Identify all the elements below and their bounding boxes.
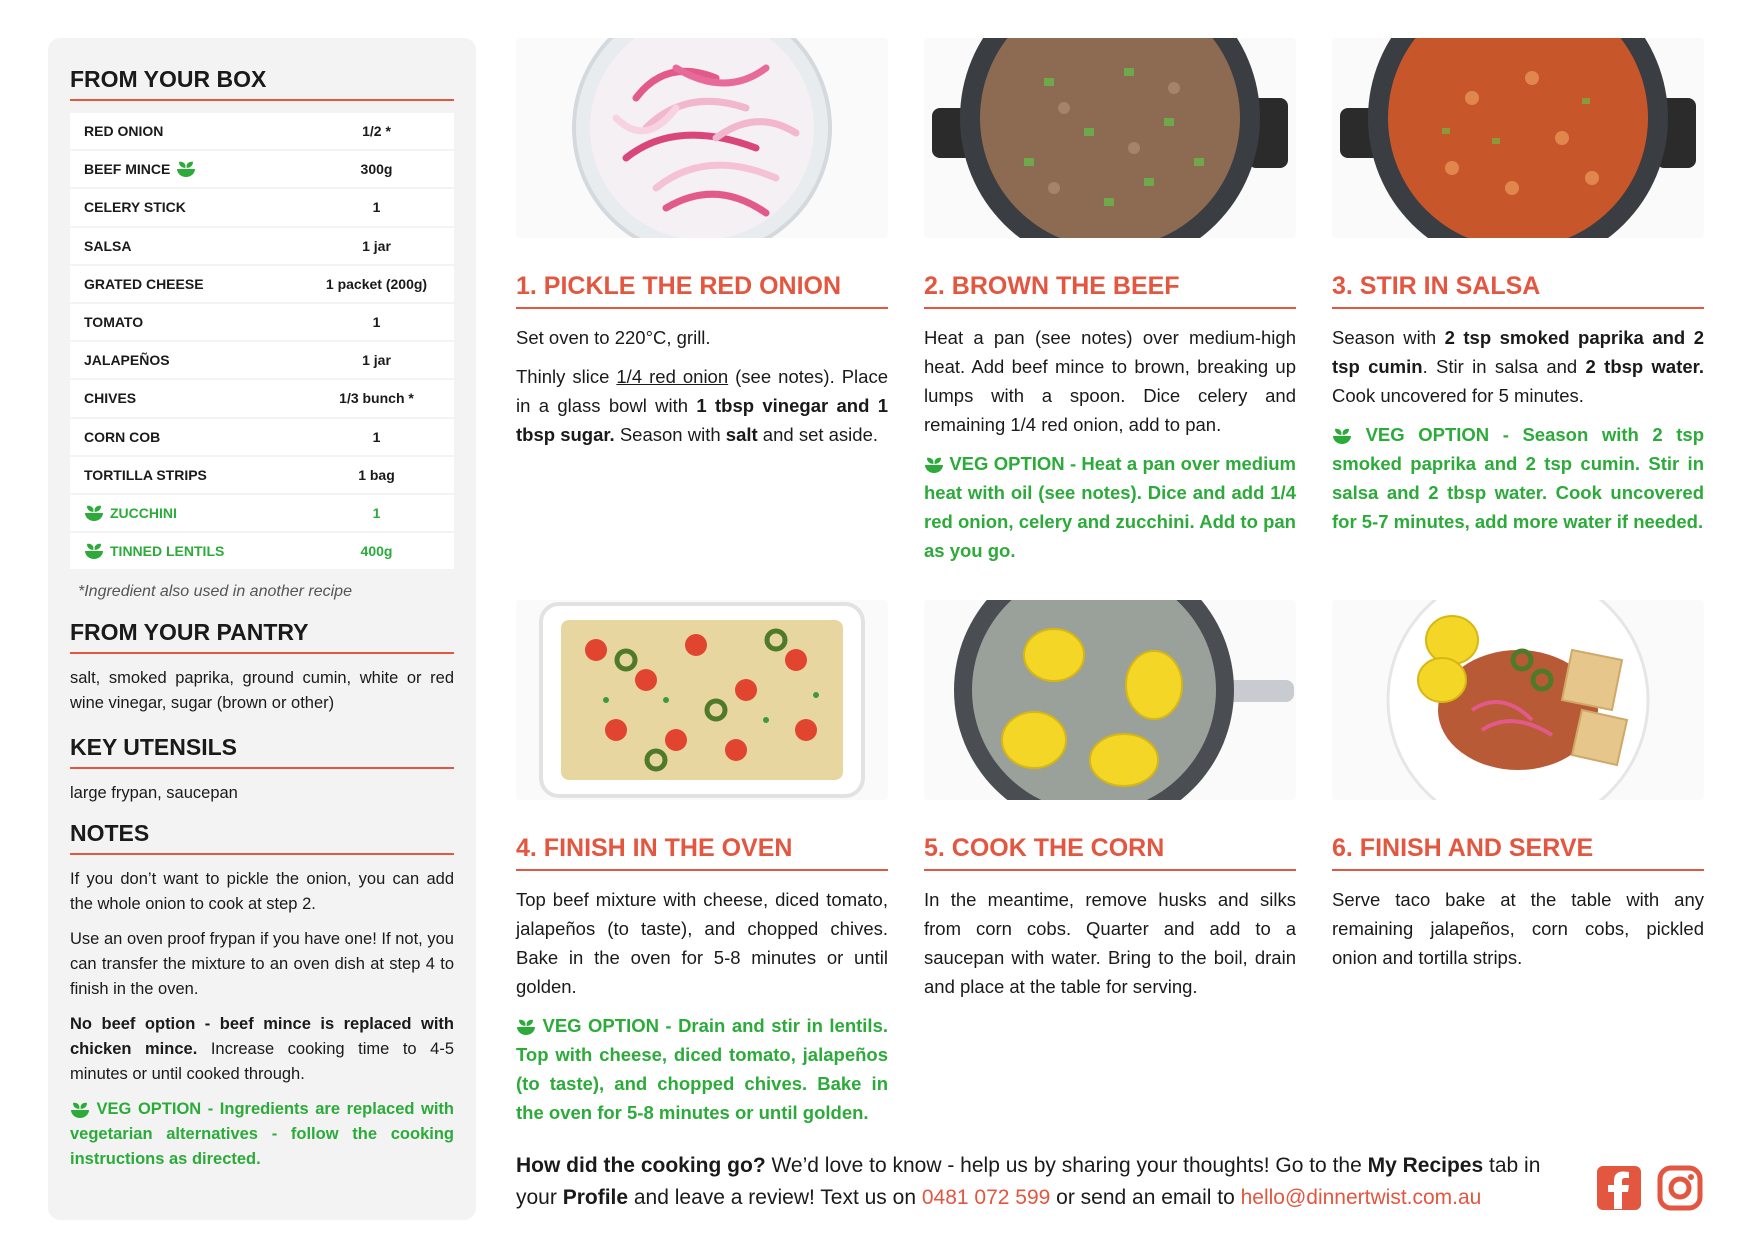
utensils-text: large frypan, saucepan	[70, 784, 238, 803]
step-1-text-2c: Season with	[614, 424, 726, 445]
ingredient-name	[84, 429, 319, 445]
step-1-text-2b: (see notes). Place in a glass bowl with	[516, 366, 888, 416]
step-2-veg-text: VEG OPTION - Heat a pan over medium heat with oil (see notes). Dice and add 1/4 red onion, celery and zucchini. Add to pan as you go.	[924, 453, 1296, 561]
ingredient-row	[70, 113, 454, 151]
from-your-pantry-heading: FROM YOUR PANTRY	[70, 619, 454, 654]
footer-text-4: or send an email to	[1050, 1186, 1241, 1209]
ingredient-name	[84, 542, 319, 560]
leaf-bowl-icon	[84, 542, 104, 560]
footer-text-1: We’d love to know - help us by sharing your thoughts! Go to the	[765, 1154, 1368, 1177]
step-3-text	[1332, 323, 1704, 410]
step-3-text-c: Cook uncovered for 5 minutes.	[1332, 385, 1584, 406]
ingredient-label: CHIVES	[84, 390, 137, 407]
ingredient-row	[70, 189, 454, 227]
phone-link[interactable]: 0481 072 599	[921, 1186, 1051, 1209]
ingredient-name	[84, 199, 319, 215]
step-4-title: 4. FINISH IN THE OVEN	[516, 834, 888, 871]
step-1	[516, 38, 888, 449]
step-6-text: Serve taco bake at the table with any remaining jalapeños, corn cobs, pickled onion and tortilla strips.	[1332, 889, 1704, 968]
ingredient-row	[70, 266, 454, 304]
note-2: Use an oven proof frypan if you have one! If not, you can transfer the mixture to an oven dish at step 4 to finish in the oven.	[70, 930, 454, 999]
step-1-photo	[516, 38, 888, 238]
step-2-title: 2. BROWN THE BEEF	[924, 272, 1296, 309]
ingredient-name	[84, 467, 319, 483]
step-3-title: 3. STIR IN SALSA	[1332, 272, 1704, 309]
step-3-veg	[1332, 420, 1704, 536]
step-3-veg-text: VEG OPTION - Season with 2 tsp smoked paprika and 2 tsp cumin. Stir in salsa and 2 tbsp water. Cook uncovered for 5-7 minutes, add more water if needed.	[1332, 424, 1705, 532]
ingredient-quantity: 1/3 bunch *	[339, 390, 414, 407]
ingredient-row	[70, 380, 454, 418]
ingredient-quantity: 1/2 *	[362, 123, 391, 140]
ingredient-quantity: 1 jar	[362, 237, 391, 254]
leaf-bowl-icon	[516, 1018, 536, 1036]
ingredient-name	[84, 314, 319, 330]
step-1-text-2a: Thinly slice	[516, 366, 617, 387]
leaf-bowl-icon	[1332, 427, 1352, 445]
leaf-bowl-icon	[924, 456, 944, 474]
instagram-icon[interactable]	[1657, 1165, 1703, 1211]
ingredient-quantity: 1	[372, 314, 381, 331]
footnote: *Ingredient also used in another recipe	[78, 583, 352, 601]
ingredient-quantity: 1 jar	[362, 352, 391, 369]
step-3	[1332, 38, 1704, 536]
ingredient-row	[70, 151, 454, 189]
step-5	[924, 600, 1296, 1001]
step-1-bold-2: salt	[725, 424, 758, 445]
ingredient-label: JALAPEÑOS	[84, 352, 170, 369]
step-5-text: In the meantime, remove husks and silks from corn cobs. Quarter and add to a saucepan with water. Bring to the boil, drain and place at the table for serving.	[924, 889, 1296, 997]
ingredient-label: GRATED CHEESE	[84, 275, 204, 292]
ingredient-row	[70, 342, 454, 380]
step-4	[516, 600, 888, 1127]
ingredient-row	[70, 419, 454, 457]
step-1-text-2d: and set aside.	[757, 424, 879, 445]
ingredient-row	[70, 304, 454, 342]
ingredient-quantity: 400g	[360, 543, 393, 560]
step-2-veg	[924, 449, 1296, 565]
step-4-text: Top beef mixture with cheese, diced tomato, jalapeños (to taste), and chopped chives. Bake in the oven for 5-8 minutes or until golden.	[516, 889, 888, 997]
ingredient-label: BEEF MINCE	[84, 161, 171, 178]
feedback-footer	[516, 1150, 1571, 1214]
notes-heading: NOTES	[70, 820, 454, 855]
note-veg	[70, 1097, 454, 1172]
ingredient-quantity: 300g	[360, 161, 393, 178]
ingredient-name	[84, 390, 319, 406]
note-1: If you don’t want to pickle the onion, you can add the whole onion to cook at step 2.	[70, 870, 454, 914]
ingredient-label: TORTILLA STRIPS	[84, 466, 207, 483]
ingredient-name	[84, 160, 319, 178]
step-1-text-1: Set oven to 220°C, grill.	[516, 327, 711, 348]
ingredient-label: SALSA	[84, 237, 132, 254]
ingredient-label: ZUCCHINI	[110, 504, 177, 521]
ingredient-quantity: 1	[372, 504, 381, 521]
ingredient-row	[70, 228, 454, 266]
leaf-bowl-icon	[176, 160, 196, 178]
step-1-text-2	[516, 362, 888, 449]
ingredient-row	[70, 457, 454, 495]
ingredients-table	[70, 113, 454, 571]
key-utensils-heading: KEY UTENSILS	[70, 734, 454, 769]
ingredient-name	[84, 276, 319, 292]
step-3-photo	[1332, 38, 1704, 238]
ingredient-label: CELERY STICK	[84, 199, 186, 216]
step-2-photo	[924, 38, 1296, 238]
ingredient-name	[84, 352, 319, 368]
ingredient-quantity: 1 packet (200g)	[325, 275, 428, 292]
step-5-title: 5. COOK THE CORN	[924, 834, 1296, 871]
pantry-text: salt, smoked paprika, ground cumin, white or red wine vinegar, sugar (brown or other)	[70, 669, 454, 713]
ingredient-name	[84, 123, 319, 139]
step-3-text-a: Season with	[1332, 327, 1445, 348]
step-6	[1332, 600, 1704, 972]
ingredients-panel	[48, 38, 476, 1220]
step-3-text-b: . Stir in salsa and	[1422, 356, 1586, 377]
leaf-bowl-icon	[70, 1101, 90, 1119]
step-1-title: 1. PICKLE THE RED ONION	[516, 272, 888, 309]
ingredient-quantity: 1	[372, 428, 381, 445]
note-3-rest: Increase cooking time to 4-5 minutes or until cooked through.	[70, 1040, 454, 1084]
from-your-box-heading: FROM YOUR BOX	[70, 66, 454, 101]
note-veg-text: VEG OPTION - Ingredients are replaced with vegetarian alternatives - follow the cooking instructions as directed.	[70, 1100, 454, 1169]
ingredient-row	[70, 495, 454, 533]
step-3-bold-1: 2 tsp smoked paprika and 2 tsp cumin	[1332, 327, 1704, 377]
step-2	[924, 38, 1296, 565]
ingredient-label: TOMATO	[84, 314, 144, 331]
note-3	[70, 1012, 454, 1087]
ingredient-label: CORN COB	[84, 428, 161, 445]
ingredient-label: RED ONION	[84, 123, 164, 140]
step-4-veg	[516, 1011, 888, 1127]
profile-link[interactable]: Profile	[562, 1186, 629, 1209]
step-6-title: 6. FINISH AND SERVE	[1332, 834, 1704, 871]
step-3-bold-2: 2 tbsp water.	[1585, 356, 1704, 377]
my-recipes-link[interactable]: My Recipes	[1367, 1154, 1484, 1177]
ingredient-name	[84, 238, 319, 254]
footer-question: How did the cooking go?	[516, 1154, 766, 1177]
email-link[interactable]: hello@dinnertwist.com.au	[1240, 1186, 1482, 1209]
step-4-photo	[516, 600, 888, 800]
ingredient-row	[70, 533, 454, 571]
step-5-photo	[924, 600, 1296, 800]
leaf-bowl-icon	[84, 504, 104, 522]
step-1-underlined: 1/4 red onion	[616, 366, 729, 387]
ingredient-label: TINNED LENTILS	[110, 543, 225, 560]
ingredient-name	[84, 504, 319, 522]
note-3-bold: No beef option - beef mince is replaced with chicken mince.	[70, 1015, 454, 1059]
ingredient-quantity: 1 bag	[358, 466, 395, 483]
step-1-bold-1: 1 tbsp vinegar and 1 tbsp sugar.	[516, 395, 888, 445]
ingredient-quantity: 1	[372, 199, 381, 216]
footer-text-3: and leave a review! Text us on	[628, 1186, 922, 1209]
step-4-veg-text: VEG OPTION - Drain and stir in lentils. Top with cheese, diced tomato, jalapeños (to taste), and chopped chives. Bake in the oven for 5-8 minutes or until golden.	[516, 1015, 888, 1123]
footer-text-2: tab in your	[516, 1154, 1541, 1209]
step-2-text: Heat a pan (see notes) over medium-high heat. Add beef mince to brown, breaking up lumps with a spoon. Dice celery and remaining 1/4 red onion, add to pan.	[924, 327, 1296, 435]
step-6-photo	[1332, 600, 1704, 800]
facebook-icon[interactable]	[1596, 1165, 1642, 1211]
